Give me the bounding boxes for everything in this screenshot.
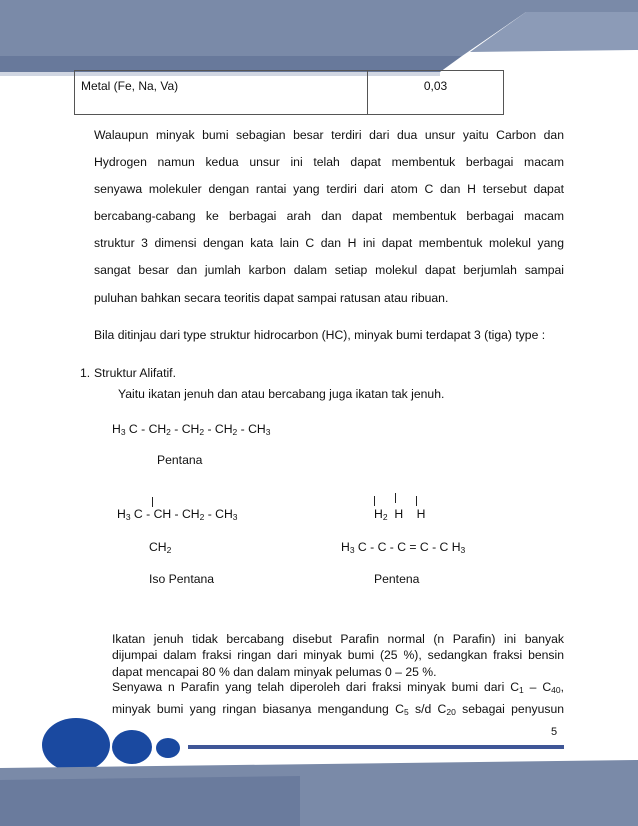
paragraph-type-intro: Bila ditinjau dari type struktur hidrocarbon (HC), minyak bumi terdapat 3 (tiga) type : xyxy=(94,328,546,342)
composition-table xyxy=(74,70,504,115)
paragraph-line: Ikatan jenuh tidak bercabang disebut Parafin normal (n Parafin) ini banyak xyxy=(112,632,564,646)
pentena-formula: $H_3$ C - C - C = C - C $H_3$ xyxy=(341,540,466,555)
paragraph-line: puluhan bahkan secara teoritis dapat sampai ratusan atau ribuan. xyxy=(94,291,449,305)
paragraph-line: sangat besar dan jumlah karbon dalam setiap molekul dapat berjumlah sampai xyxy=(94,263,564,277)
bond-line xyxy=(374,496,375,506)
iso-pentana-formula: $H_3$ C - CH - $CH_2 - CH_3$ xyxy=(117,507,238,522)
list-item-description: Yaitu ikatan jenuh dan atau bercabang juga ikatan tak jenuh. xyxy=(118,387,445,401)
paragraph-line: bercabang-cabang ke berbagai arah dan dapat membentuk berbagai macam xyxy=(94,209,564,223)
paragraph-line: Senyawa n Parafin yang telah diperoleh dari fraksi minyak bumi dari $C_1 - C_{40}$, xyxy=(112,680,564,695)
paragraph-line: dapat mencapai 80 % dan dalam minyak pelumas 0 – 25 %. xyxy=(112,665,437,679)
iso-pentana-name: Iso Pentana xyxy=(149,572,215,586)
list-item-title: Struktur Alifatif. xyxy=(94,366,176,380)
iso-pentana-branch: $CH_2$ xyxy=(149,540,172,555)
list-number: 1. xyxy=(80,366,91,380)
paragraph-line: struktur 3 dimensi dengan kata lain C dan H ini dapat membentuk molekul yang xyxy=(94,236,564,250)
footer-decoration xyxy=(0,740,638,826)
paragraph-line: dijumpai dalam fraksi ringan dari minyak bumi (25 %), sedangkan fraksi bensin xyxy=(112,648,564,662)
bond-line xyxy=(416,496,417,506)
pentana-formula: $H_3$ C - $CH_2 - CH_2 - CH_2 - CH_3$ xyxy=(112,422,271,437)
pentena-name: Pentena xyxy=(374,572,420,586)
page-number: 5 xyxy=(551,726,558,738)
pentana-name: Pentana xyxy=(157,453,203,467)
bond-line xyxy=(395,493,396,503)
paragraph-line: Walaupun minyak bumi sebagian besar terdiri dari dua unsur yaitu Carbon dan xyxy=(94,128,564,142)
paragraph-line: senyawa molekuler dengan rantai yang terdiri dari atom C dan H tersebut dapat xyxy=(94,182,564,196)
paragraph-line: Hydrogen namun kedua unsur ini telah dapat membentuk berbagai macam xyxy=(94,155,564,169)
table-cell-component: Metal (Fe, Na, Va) xyxy=(75,71,368,115)
table-cell-value: 0,03 xyxy=(368,71,504,115)
paragraph-line: minyak bumi yang ringan biasanya mengandung $C_5$ s/d $C_{20}$ sebagai penyusun xyxy=(112,702,564,717)
pentena-top-atoms: $H_2$ H H xyxy=(374,507,426,522)
table-row xyxy=(75,71,504,115)
